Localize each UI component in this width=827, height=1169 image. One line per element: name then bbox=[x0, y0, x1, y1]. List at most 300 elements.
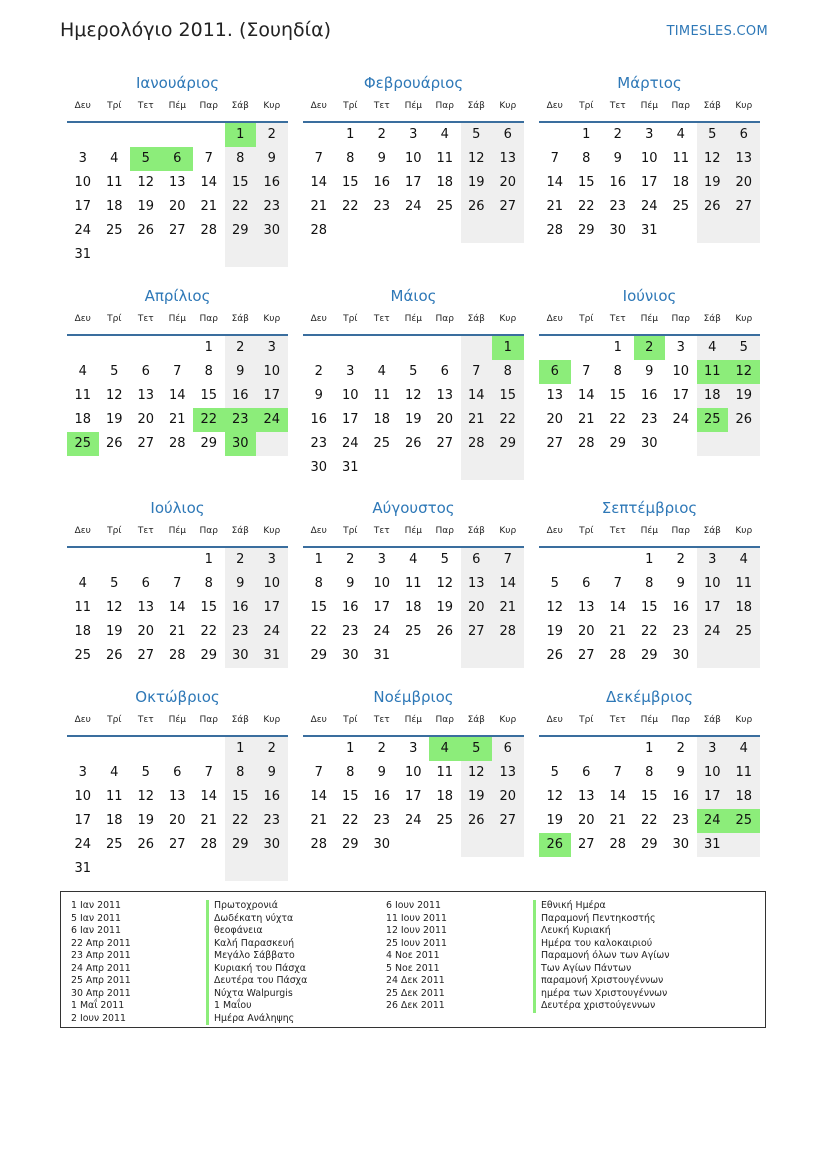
day-cell: 25 bbox=[67, 432, 99, 456]
day-cell: 5 bbox=[440, 552, 449, 567]
legend-holiday-name: Εθνική Ημέρα bbox=[533, 900, 670, 913]
empty-day-cell bbox=[162, 857, 194, 881]
day-cell: 8 bbox=[225, 761, 257, 785]
day-cell: 28 bbox=[577, 436, 595, 451]
day-cell: 1 bbox=[204, 552, 213, 567]
day-cell: 7 bbox=[173, 364, 182, 379]
day-cell: 28 bbox=[492, 620, 524, 644]
empty-day-cell bbox=[492, 644, 524, 668]
day-cell: 3 bbox=[676, 340, 685, 355]
weekday-header bbox=[539, 97, 760, 123]
weekday-label: Τετ bbox=[137, 101, 154, 111]
day-cell: 11 bbox=[728, 761, 760, 785]
day-cell: 13 bbox=[728, 147, 760, 171]
day-cell: 29 bbox=[200, 436, 218, 451]
day-cell: 16 bbox=[341, 600, 359, 615]
day-cell: 16 bbox=[225, 384, 257, 408]
day-cell: 20 bbox=[436, 412, 454, 427]
empty-day-cell bbox=[398, 644, 430, 668]
day-cell: 5 bbox=[110, 576, 119, 591]
day-cell: 12 bbox=[697, 147, 729, 171]
empty-day-cell bbox=[130, 123, 162, 147]
day-cell: 30 bbox=[225, 644, 257, 668]
day-cell: 30 bbox=[672, 837, 690, 852]
day-cell: 14 bbox=[546, 175, 564, 190]
legend-holiday-name: παραμονή Χριστουγέννων bbox=[533, 975, 670, 988]
month-calendar bbox=[539, 285, 760, 456]
day-cell: 21 bbox=[609, 624, 627, 639]
day-cell: 23 bbox=[640, 412, 658, 427]
weekday-label: Παρ bbox=[199, 314, 218, 324]
empty-day-cell bbox=[398, 456, 430, 480]
day-cell: 11 bbox=[105, 175, 123, 190]
day-cell: 7 bbox=[613, 576, 622, 591]
legend-holiday-date: 23 Απρ 2011 bbox=[71, 950, 131, 961]
day-cell: 16 bbox=[256, 171, 288, 195]
empty-day-cell bbox=[99, 857, 131, 881]
weekday-label: Τετ bbox=[137, 715, 154, 725]
day-cell: 18 bbox=[728, 596, 760, 620]
day-cell: 26 bbox=[105, 436, 123, 451]
empty-day-cell bbox=[130, 243, 162, 267]
weekday-label: Σάβ bbox=[703, 715, 721, 725]
day-cell: 9 bbox=[377, 151, 386, 166]
empty-day-cell bbox=[162, 737, 194, 761]
weekday-label: Πέμ bbox=[640, 526, 658, 536]
day-cell: 9 bbox=[225, 572, 257, 596]
day-cell: 25 bbox=[105, 837, 123, 852]
day-cell: 23 bbox=[373, 813, 391, 828]
days-grid bbox=[303, 123, 524, 243]
day-cell: 20 bbox=[492, 785, 524, 809]
day-cell: 20 bbox=[168, 199, 186, 214]
day-cell: 10 bbox=[74, 789, 92, 804]
day-cell: 28 bbox=[200, 223, 218, 238]
empty-day-cell bbox=[461, 219, 493, 243]
weekday-label: Σάβ bbox=[467, 526, 485, 536]
day-cell: 24 bbox=[256, 408, 288, 432]
weekday-label: Κυρ bbox=[499, 314, 517, 324]
day-cell: 11 bbox=[672, 151, 690, 166]
day-cell: 17 bbox=[341, 412, 359, 427]
day-cell: 6 bbox=[539, 360, 571, 384]
empty-day-cell bbox=[602, 548, 634, 572]
day-cell: 15 bbox=[609, 388, 627, 403]
empty-day-cell bbox=[99, 123, 131, 147]
legend-holiday-date: 30 Απρ 2011 bbox=[71, 987, 131, 999]
day-cell: 26 bbox=[728, 408, 760, 432]
day-cell: 22 bbox=[310, 624, 328, 639]
day-cell: 9 bbox=[676, 576, 685, 591]
day-cell: 17 bbox=[697, 785, 729, 809]
day-cell: 30 bbox=[225, 432, 257, 456]
day-cell: 1 bbox=[582, 127, 591, 142]
day-cell: 5 bbox=[697, 123, 729, 147]
day-cell: 17 bbox=[74, 199, 92, 214]
weekday-label: Κυρ bbox=[499, 526, 517, 536]
day-cell: 20 bbox=[577, 624, 595, 639]
empty-day-cell bbox=[67, 336, 99, 360]
weekday-label: Τρί bbox=[107, 314, 122, 324]
day-cell: 27 bbox=[728, 195, 760, 219]
days-grid bbox=[67, 123, 288, 267]
day-cell: 10 bbox=[373, 576, 391, 591]
holiday-legend bbox=[60, 891, 766, 1028]
day-cell: 10 bbox=[256, 360, 288, 384]
day-cell: 9 bbox=[613, 151, 622, 166]
day-cell: 15 bbox=[577, 175, 595, 190]
weekday-label: Τρί bbox=[343, 526, 358, 536]
day-cell: 26 bbox=[461, 195, 493, 219]
day-cell: 3 bbox=[697, 548, 729, 572]
month-name: Νοέμβριος bbox=[373, 688, 454, 706]
day-cell: 2 bbox=[256, 737, 288, 761]
empty-day-cell bbox=[697, 219, 729, 243]
day-cell: 9 bbox=[645, 364, 654, 379]
day-cell: 24 bbox=[697, 620, 729, 644]
day-cell: 12 bbox=[105, 388, 123, 403]
weekday-label: Πέμ bbox=[640, 101, 658, 111]
day-cell: 14 bbox=[609, 789, 627, 804]
weekday-label: Τρί bbox=[343, 715, 358, 725]
day-cell: 23 bbox=[256, 809, 288, 833]
empty-day-cell bbox=[461, 644, 493, 668]
weekday-label: Τρί bbox=[579, 526, 594, 536]
day-cell: 30 bbox=[672, 648, 690, 663]
day-cell: 9 bbox=[346, 576, 355, 591]
day-cell: 15 bbox=[341, 789, 359, 804]
weekday-label: Τετ bbox=[373, 314, 390, 324]
day-cell: 7 bbox=[314, 151, 323, 166]
month-name: Ιούλιος bbox=[150, 499, 205, 517]
day-cell: 31 bbox=[74, 247, 92, 262]
legend-holiday-name: Παραμονή όλων των Αγίων bbox=[533, 950, 670, 963]
empty-day-cell bbox=[303, 336, 335, 360]
day-cell: 28 bbox=[168, 648, 186, 663]
weekday-label: Τρί bbox=[579, 101, 594, 111]
weekday-label: Τρί bbox=[343, 101, 358, 111]
day-cell: 30 bbox=[341, 648, 359, 663]
day-cell: 17 bbox=[256, 596, 288, 620]
day-cell: 22 bbox=[225, 195, 257, 219]
weekday-label: Δευ bbox=[310, 101, 327, 111]
day-cell: 2 bbox=[634, 336, 666, 360]
day-cell: 21 bbox=[492, 596, 524, 620]
day-cell: 11 bbox=[436, 765, 454, 780]
day-cell: 13 bbox=[546, 388, 564, 403]
day-cell: 13 bbox=[577, 789, 595, 804]
day-cell: 3 bbox=[78, 765, 87, 780]
weekday-label: Σάβ bbox=[231, 715, 249, 725]
day-cell: 12 bbox=[137, 789, 155, 804]
day-cell: 9 bbox=[256, 761, 288, 785]
day-cell: 13 bbox=[492, 147, 524, 171]
day-cell: 10 bbox=[404, 765, 422, 780]
day-cell: 6 bbox=[492, 123, 524, 147]
day-cell: 7 bbox=[204, 151, 213, 166]
day-cell: 27 bbox=[168, 223, 186, 238]
legend-holiday-date: 6 Ιουν 2011 bbox=[386, 900, 441, 911]
day-cell: 8 bbox=[613, 364, 622, 379]
day-cell: 31 bbox=[373, 648, 391, 663]
day-cell: 15 bbox=[225, 785, 257, 809]
day-cell: 12 bbox=[728, 360, 760, 384]
day-cell: 19 bbox=[137, 813, 155, 828]
day-cell: 21 bbox=[200, 199, 218, 214]
legend-dates-col-1 bbox=[71, 900, 131, 1025]
day-cell: 11 bbox=[105, 789, 123, 804]
day-cell: 2 bbox=[225, 548, 257, 572]
day-cell: 16 bbox=[373, 789, 391, 804]
brand-link[interactable]: TIMESLES.COM bbox=[666, 24, 768, 39]
day-cell: 14 bbox=[577, 388, 595, 403]
weekday-label: Τρί bbox=[579, 314, 594, 324]
weekday-label: Παρ bbox=[435, 526, 454, 536]
day-cell: 4 bbox=[78, 364, 87, 379]
day-cell: 13 bbox=[168, 175, 186, 190]
days-grid bbox=[67, 548, 288, 668]
day-cell: 15 bbox=[200, 388, 218, 403]
day-cell: 13 bbox=[168, 789, 186, 804]
weekday-label: Κυρ bbox=[263, 526, 281, 536]
weekday-label: Κυρ bbox=[735, 101, 753, 111]
day-cell: 2 bbox=[256, 123, 288, 147]
empty-day-cell bbox=[398, 833, 430, 857]
empty-day-cell bbox=[539, 123, 571, 147]
weekday-label: Δευ bbox=[310, 314, 327, 324]
days-grid bbox=[303, 548, 524, 668]
day-cell: 6 bbox=[440, 364, 449, 379]
day-cell: 16 bbox=[256, 785, 288, 809]
day-cell: 30 bbox=[373, 837, 391, 852]
day-cell: 3 bbox=[256, 548, 288, 572]
day-cell: 21 bbox=[200, 813, 218, 828]
weekday-label: Κυρ bbox=[263, 715, 281, 725]
day-cell: 12 bbox=[461, 761, 493, 785]
legend-holiday-date: 26 Δεκ 2011 bbox=[386, 1000, 445, 1011]
day-cell: 3 bbox=[256, 336, 288, 360]
day-cell: 19 bbox=[728, 384, 760, 408]
month-name: Σεπτέμβριος bbox=[601, 499, 698, 517]
day-cell: 1 bbox=[346, 127, 355, 142]
day-cell: 1 bbox=[204, 340, 213, 355]
day-cell: 30 bbox=[256, 219, 288, 243]
day-cell: 25 bbox=[373, 436, 391, 451]
day-cell: 7 bbox=[204, 765, 213, 780]
day-cell: 10 bbox=[74, 175, 92, 190]
weekday-label: Δευ bbox=[546, 526, 563, 536]
day-cell: 15 bbox=[310, 600, 328, 615]
month-name: Φεβρουάριος bbox=[363, 74, 464, 92]
day-cell: 20 bbox=[577, 813, 595, 828]
day-cell: 15 bbox=[341, 175, 359, 190]
empty-day-cell bbox=[193, 857, 225, 881]
empty-day-cell bbox=[303, 123, 335, 147]
empty-day-cell bbox=[366, 219, 398, 243]
day-cell: 9 bbox=[377, 765, 386, 780]
weekday-label: Κυρ bbox=[499, 101, 517, 111]
day-cell: 24 bbox=[341, 436, 359, 451]
day-cell: 19 bbox=[436, 600, 454, 615]
legend-holiday-date: 25 Ιουν 2011 bbox=[386, 937, 447, 949]
empty-day-cell bbox=[665, 219, 697, 243]
weekday-header bbox=[539, 310, 760, 336]
month-name: Ιούνιος bbox=[622, 287, 677, 305]
legend-holiday-name: Ημέρα του καλοκαιριού bbox=[533, 938, 670, 951]
empty-day-cell bbox=[162, 243, 194, 267]
weekday-label: Παρ bbox=[199, 715, 218, 725]
legend-holiday-date: 5 Νοε 2011 bbox=[386, 962, 440, 974]
day-cell: 4 bbox=[78, 576, 87, 591]
weekday-label: Πέμ bbox=[168, 101, 186, 111]
day-cell: 29 bbox=[609, 436, 627, 451]
day-cell: 25 bbox=[672, 199, 690, 214]
day-cell: 22 bbox=[492, 408, 524, 432]
day-cell: 1 bbox=[645, 552, 654, 567]
day-cell: 14 bbox=[200, 175, 218, 190]
legend-holiday-name: ημέρα των Χριστουγέννων bbox=[533, 988, 670, 1001]
weekday-label: Παρ bbox=[199, 526, 218, 536]
day-cell: 24 bbox=[640, 199, 658, 214]
legend-holiday-name: Κυριακή του Πάσχα bbox=[206, 963, 307, 976]
empty-day-cell bbox=[130, 336, 162, 360]
day-cell: 14 bbox=[461, 384, 493, 408]
day-cell: 1 bbox=[492, 336, 524, 360]
day-cell: 20 bbox=[492, 171, 524, 195]
month-calendar bbox=[303, 497, 524, 668]
month-calendar bbox=[67, 72, 288, 267]
day-cell: 27 bbox=[436, 436, 454, 451]
empty-day-cell bbox=[67, 123, 99, 147]
day-cell: 10 bbox=[256, 572, 288, 596]
day-cell: 14 bbox=[168, 388, 186, 403]
day-cell: 5 bbox=[461, 737, 493, 761]
day-cell: 29 bbox=[225, 833, 257, 857]
empty-day-cell bbox=[256, 432, 288, 456]
day-cell: 19 bbox=[105, 412, 123, 427]
day-cell: 28 bbox=[546, 223, 564, 238]
empty-day-cell bbox=[398, 219, 430, 243]
day-cell: 29 bbox=[310, 648, 328, 663]
weekday-label: Σάβ bbox=[231, 526, 249, 536]
day-cell: 16 bbox=[672, 600, 690, 615]
day-cell: 8 bbox=[492, 360, 524, 384]
day-cell: 24 bbox=[404, 199, 422, 214]
day-cell: 28 bbox=[609, 837, 627, 852]
month-name: Ιανουάριος bbox=[135, 74, 219, 92]
day-cell: 26 bbox=[137, 837, 155, 852]
legend-dates-col-2 bbox=[386, 900, 447, 1013]
empty-day-cell bbox=[256, 857, 288, 881]
day-cell: 9 bbox=[314, 388, 323, 403]
empty-day-cell bbox=[539, 737, 571, 761]
day-cell: 13 bbox=[577, 600, 595, 615]
empty-day-cell bbox=[130, 548, 162, 572]
day-cell: 27 bbox=[577, 648, 595, 663]
empty-day-cell bbox=[492, 833, 524, 857]
day-cell: 11 bbox=[436, 151, 454, 166]
day-cell: 18 bbox=[436, 789, 454, 804]
day-cell: 29 bbox=[341, 837, 359, 852]
day-cell: 21 bbox=[310, 199, 328, 214]
day-cell: 7 bbox=[314, 765, 323, 780]
day-cell: 17 bbox=[672, 388, 690, 403]
weekday-label: Τετ bbox=[373, 526, 390, 536]
day-cell: 9 bbox=[676, 765, 685, 780]
month-name: Μάρτιος bbox=[617, 74, 682, 92]
day-cell: 31 bbox=[74, 861, 92, 876]
month-name: Μάιος bbox=[390, 287, 437, 305]
day-cell: 7 bbox=[461, 360, 493, 384]
day-cell: 22 bbox=[200, 624, 218, 639]
day-cell: 5 bbox=[550, 765, 559, 780]
day-cell: 6 bbox=[582, 576, 591, 591]
day-cell: 11 bbox=[74, 388, 92, 403]
day-cell: 25 bbox=[74, 648, 92, 663]
weekday-label: Τρί bbox=[107, 715, 122, 725]
empty-day-cell bbox=[461, 456, 493, 480]
empty-day-cell bbox=[571, 737, 603, 761]
day-cell: 23 bbox=[256, 195, 288, 219]
empty-day-cell bbox=[697, 644, 729, 668]
day-cell: 6 bbox=[728, 123, 760, 147]
legend-holiday-date: 25 Δεκ 2011 bbox=[386, 987, 445, 999]
day-cell: 5 bbox=[141, 765, 150, 780]
day-cell: 14 bbox=[609, 600, 627, 615]
weekday-label: Πέμ bbox=[168, 314, 186, 324]
day-cell: 13 bbox=[436, 388, 454, 403]
day-cell: 2 bbox=[676, 552, 685, 567]
weekday-header bbox=[303, 711, 524, 737]
month-name: Αύγουστος bbox=[372, 499, 455, 517]
day-cell: 26 bbox=[697, 195, 729, 219]
day-cell: 6 bbox=[492, 737, 524, 761]
empty-day-cell bbox=[429, 644, 461, 668]
day-cell: 26 bbox=[105, 648, 123, 663]
day-cell: 4 bbox=[728, 548, 760, 572]
day-cell: 28 bbox=[168, 436, 186, 451]
day-cell: 13 bbox=[137, 600, 155, 615]
weekday-label: Πέμ bbox=[640, 715, 658, 725]
empty-day-cell bbox=[366, 336, 398, 360]
day-cell: 6 bbox=[173, 765, 182, 780]
day-cell: 22 bbox=[341, 813, 359, 828]
day-cell: 19 bbox=[137, 199, 155, 214]
day-cell: 23 bbox=[225, 620, 257, 644]
weekday-label: Παρ bbox=[671, 526, 690, 536]
day-cell: 19 bbox=[546, 813, 564, 828]
empty-day-cell bbox=[461, 336, 493, 360]
day-cell: 8 bbox=[645, 765, 654, 780]
days-grid bbox=[539, 336, 760, 456]
day-cell: 27 bbox=[546, 436, 564, 451]
day-cell: 1 bbox=[225, 123, 257, 147]
day-cell: 30 bbox=[310, 460, 328, 475]
day-cell: 15 bbox=[640, 789, 658, 804]
days-grid bbox=[539, 737, 760, 857]
month-name: Δεκέμβριος bbox=[605, 688, 693, 706]
day-cell: 4 bbox=[429, 737, 461, 761]
day-cell: 11 bbox=[404, 576, 422, 591]
day-cell: 29 bbox=[640, 648, 658, 663]
weekday-label: Δευ bbox=[546, 314, 563, 324]
day-cell: 10 bbox=[697, 572, 729, 596]
day-cell: 18 bbox=[672, 175, 690, 190]
empty-day-cell bbox=[99, 548, 131, 572]
day-cell: 28 bbox=[200, 837, 218, 852]
day-cell: 9 bbox=[256, 147, 288, 171]
weekday-label: Δευ bbox=[546, 101, 563, 111]
